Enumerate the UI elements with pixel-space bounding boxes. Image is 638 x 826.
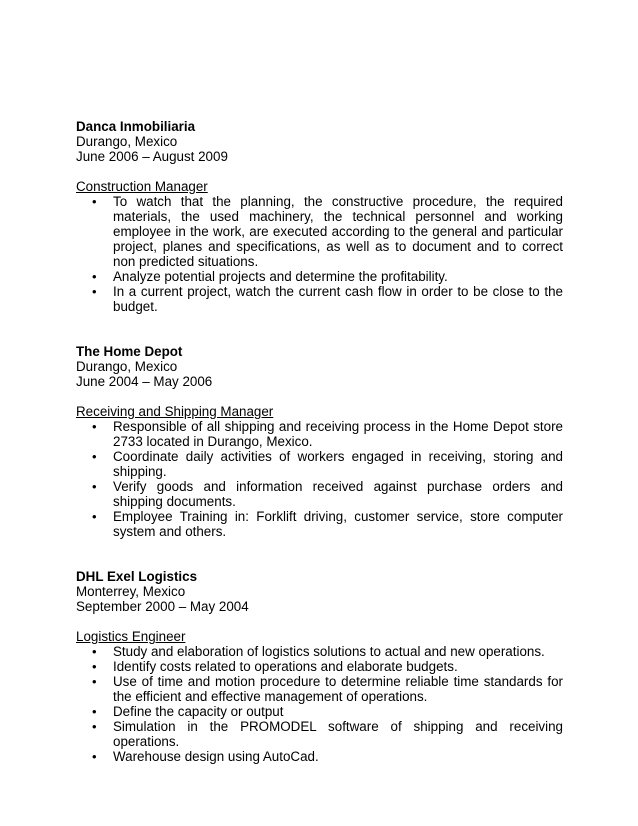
bullet-icon: • <box>92 749 97 764</box>
resume-experience-page <box>76 119 563 764</box>
job-dates: June 2004 – May 2006 <box>76 374 213 389</box>
duty-item <box>76 659 563 674</box>
job-location: Monterrey, Mexico <box>76 584 186 599</box>
bullet-icon: • <box>92 194 97 209</box>
duty-item <box>76 194 563 269</box>
duty-item <box>76 284 563 314</box>
job-role: Receiving and Shipping Manager <box>76 404 274 419</box>
duty-text: Employee Training in: Forklift driving, customer service, store computer system and others. <box>113 509 563 539</box>
duty-item <box>76 509 563 539</box>
job-dates: September 2000 – May 2004 <box>76 599 249 614</box>
bullet-icon: • <box>92 704 97 719</box>
bullet-icon: • <box>92 479 97 494</box>
duty-text: Use of time and motion procedure to determine reliable time standards for the efficient and effective management of operations. <box>113 674 563 704</box>
company-name: The Home Depot <box>76 344 183 359</box>
duties-list <box>76 419 563 539</box>
duty-text: Verify goods and information received against purchase orders and shipping documents. <box>113 479 563 509</box>
company-name: DHL Exel Logistics <box>76 569 198 584</box>
bullet-icon: • <box>92 674 97 689</box>
job-entry-dhl <box>76 569 563 764</box>
job-dates: June 2006 – August 2009 <box>76 149 228 164</box>
job-role: Construction Manager <box>76 179 208 194</box>
duty-item <box>76 719 563 749</box>
company-name: Danca Inmobiliaria <box>76 119 196 134</box>
duty-item <box>76 704 563 719</box>
bullet-icon: • <box>92 659 97 674</box>
bullet-icon: • <box>92 719 97 734</box>
duty-item <box>76 749 563 764</box>
duty-item <box>76 644 563 659</box>
bullet-icon: • <box>92 509 97 524</box>
bullet-icon: • <box>92 419 97 434</box>
duty-item <box>76 419 563 449</box>
duty-text: Coordinate daily activities of workers engaged in receiving, storing and shipping. <box>113 449 563 479</box>
duty-item <box>76 449 563 479</box>
duty-item <box>76 479 563 509</box>
bullet-icon: • <box>92 284 97 299</box>
job-entry-home-depot <box>76 344 563 539</box>
duty-item <box>76 269 563 284</box>
duty-text: To watch that the planning, the constructive procedure, the required materials, the used machinery, the technical personnel and working employee in the work, are executed according to the general and particular project, planes and specifications, as well as to document and to correct non predicted situations. <box>113 194 563 269</box>
job-location: Durango, Mexico <box>76 359 178 374</box>
duty-text: Warehouse design using AutoCad. <box>113 749 319 764</box>
duty-text: Simulation in the PROMODEL software of shipping and receiving operations. <box>113 719 563 749</box>
duty-text: Responsible of all shipping and receiving process in the Home Depot store 2733 located in Durango, Mexico. <box>113 419 563 449</box>
duty-text: In a current project, watch the current cash flow in order to be close to the budget. <box>113 284 563 314</box>
duties-list <box>76 194 563 314</box>
duty-text: Study and elaboration of logistics solutions to actual and new operations. <box>113 644 545 659</box>
job-role: Logistics Engineer <box>76 629 186 644</box>
bullet-icon: • <box>92 269 97 284</box>
bullet-icon: • <box>92 449 97 464</box>
duty-text: Analyze potential projects and determine the profitability. <box>113 269 448 284</box>
duties-list <box>76 644 563 764</box>
duty-item <box>76 674 563 704</box>
duty-text: Define the capacity or output <box>113 704 284 719</box>
duty-text: Identify costs related to operations and elaborate budgets. <box>113 659 458 674</box>
job-entry-danca <box>76 119 563 314</box>
job-location: Durango, Mexico <box>76 134 178 149</box>
bullet-icon: • <box>92 644 97 659</box>
